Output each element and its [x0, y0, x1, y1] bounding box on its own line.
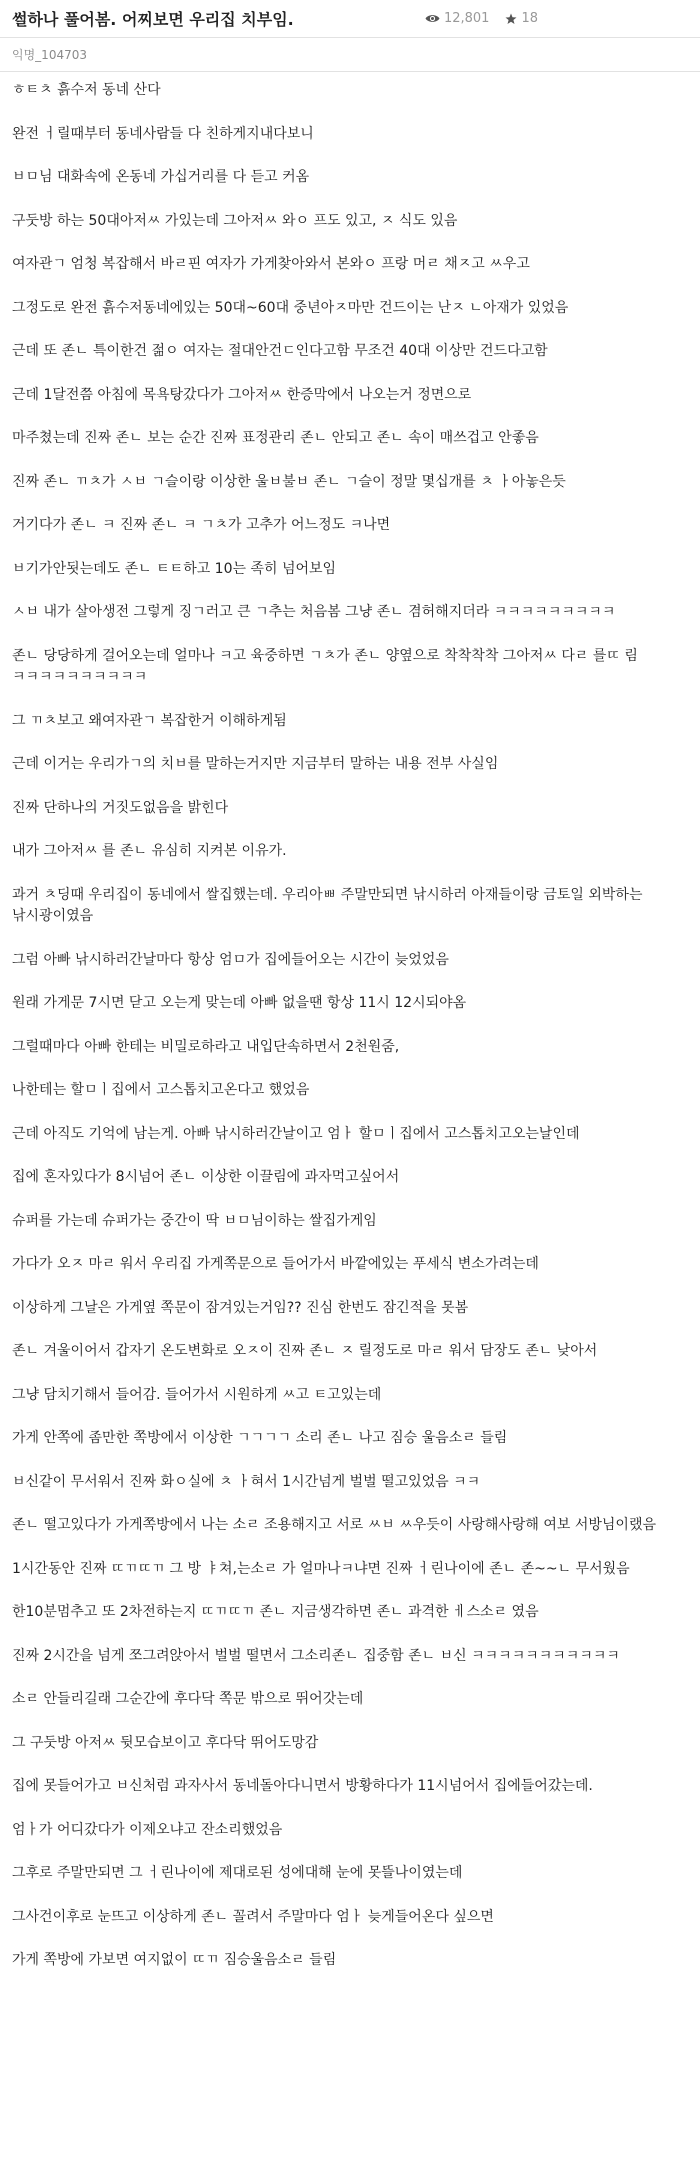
- post-paragraph: ㅎㅌㅊ 흙수저 동네 산다: [12, 82, 161, 98]
- post-paragraph: 그사건이후로 눈뜨고 이상하게 존ㄴ 꼴려서 주말마다 엄ㅏ 늦게들어온다 싶으면: [12, 1908, 494, 1925]
- post-paragraph: 그정도로 완전 흙수저동네에있는 50대~60대 중년아ㅈ마만 건드이는 난ㅈ ㄴ아재가 있었음: [12, 299, 569, 316]
- post-paragraph: 존ㄴ 겨울이어서 갑자기 온도변화로 오ㅈ이 진짜 존ㄴ ㅈ 릴정도로 마ㄹ 워서 담장도 존ㄴ 낮아서: [12, 1343, 598, 1359]
- author-row: [0, 38, 700, 72]
- post-paragraph: 소ㄹ 안들리길래 그순간에 후다닥 쪽문 밖으로 뛰어갓는데: [12, 1691, 364, 1707]
- post-paragraph: 거기다가 존ㄴ ㅋ 진짜 존ㄴ ㅋ ㄱㅊ가 고추가 어느정도 ㅋ나면: [12, 517, 391, 533]
- post-paragraph: ㅅㅂ 내가 살아생전 그렇게 징ㄱ러고 큰 ㄱ추는 처음봄 그냥 존ㄴ 겸허해지더라 ㅋㅋㅋㅋㅋㅋㅋㅋㅋ: [12, 604, 616, 620]
- views-stat: [425, 11, 490, 26]
- post-paragraph: 그후로 주말만되면 그 ㅓ린나이에 제대로된 성에대해 눈에 못뜰나이였는데: [12, 1865, 463, 1881]
- post-paragraph: 가게 쪽방에 가보면 여지없이 ㄸㄲ 짐승울음소ㄹ 들림: [12, 1952, 337, 1968]
- post-paragraph: 구둣방 하는 50대아저ㅆ 가있는데 그아저ㅆ 와ㅇ 프도 있고, ㅈ 식도 있음: [12, 212, 458, 229]
- post-paragraph: 그럼 아빠 낚시하러간날마다 항상 엄ㅁ가 집에들어오는 시간이 늦었었음: [12, 951, 449, 968]
- post-paragraph: ㅂ기가안됫는데도 존ㄴ ㅌㅌ하고 10는 족히 넘어보임: [12, 560, 337, 577]
- post-paragraph: 가게 안쪽에 좀만한 쪽방에서 이상한 ㄱㄱㄱㄱ 소리 존ㄴ 나고 짐승 울음소ㄹ 들림: [12, 1430, 508, 1446]
- post-body: [0, 72, 676, 1972]
- post-paragraph: 진짜 존ㄴ ㄲㅊ가 ㅅㅂ ㄱ슬이랑 이상한 울ㅂ불ㅂ 존ㄴ ㄱ슬이 정말 몇십개를 ㅊ ㅏ아놓은듯: [12, 473, 566, 490]
- post-paragraph: 근데 아직도 기억에 남는게. 아빠 낚시하러간날이고 엄ㅏ 할ㅁㅣ집에서 고스톱치고오는날인데: [12, 1125, 580, 1142]
- post-paragraph: 그냥 담치기해서 들어감. 들어가서 시원하게 ㅆ고 ㅌ고있는데: [12, 1386, 382, 1403]
- post-paragraph: 내가 그아저ㅆ 를 존ㄴ 유심히 지켜본 이유가.: [12, 843, 287, 859]
- post-paragraph: 진짜 2시간을 넘게 쪼그려앉아서 벌벌 떨면서 그소리존ㄴ 집중함 존ㄴ ㅂ신 ㅋㅋㅋㅋㅋㅋㅋㅋㅋㅋㅋ: [12, 1647, 620, 1664]
- post-paragraph: 여자관ㄱ 엄청 복잡해서 바ㄹ핀 여자가 가게찾아와서 본와ㅇ 프랑 머ㄹ 채ㅈ고 ㅆ우고: [12, 256, 530, 272]
- post-paragraph: ㅂㅁ님 대화속에 온동네 가십거리를 다 듣고 커옴: [12, 169, 310, 185]
- post-paragraph: 가다가 오ㅈ 마ㄹ 워서 우리집 가게쪽문으로 들어가서 바깥에있는 푸세식 변소가려는데: [12, 1256, 539, 1272]
- author-name[interactable]: 익명_104703: [12, 48, 87, 62]
- post-paragraph: 나한테는 할ㅁㅣ집에서 고스톱치고온다고 했었음: [12, 1082, 310, 1098]
- post-header: [0, 0, 700, 38]
- stars-stat: [505, 11, 538, 26]
- post-paragraph: 존ㄴ 떨고있다가 가게쪽방에서 나는 소ㄹ 조용해지고 서로 ㅆㅂ ㅆ우듯이 사랑해사랑해 여보 서방님이랬음: [12, 1517, 657, 1533]
- stars-count: 18: [521, 11, 538, 26]
- post-paragraph: 완전 ㅓ릴때부터 동네사람들 다 친하게지내다보니: [12, 125, 314, 142]
- post-paragraph: ㅂ신같이 무서워서 진짜 화ㅇ실에 ㅊ ㅏ혀서 1시간넘게 벌벌 떨고있었음 ㅋㅋ: [12, 1473, 481, 1490]
- post-paragraph: 한10분멈추고 또 2차전하는지 ㄸㄲㄸㄲ 존ㄴ 지금생각하면 존ㄴ 과격한 ㅔ스소ㄹ 였음: [12, 1604, 539, 1620]
- eye-icon: [425, 13, 440, 24]
- post-paragraph: 근데 또 존ㄴ 특이한건 젊ㅇ 여자는 절대안건ㄷ인다고함 무조건 40대 이상만 건드다고함: [12, 343, 548, 359]
- post-paragraph: 1시간동안 진짜 ㄸㄲㄸㄲ 그 방 ㅑ쳐,는소ㄹ 가 얼마나ㅋ냐면 진짜 ㅓ린나이에 존ㄴ 존~~ㄴ 무서웠음: [12, 1560, 630, 1577]
- post-paragraph: 과거 ㅊ딩때 우리집이 동네에서 쌀집했는데. 우리아ㅃ 주말만되면 낚시하러 아재들이랑 금토일 외박하는 낚시광이였음: [12, 886, 643, 924]
- post-paragraph: 그럴때마다 아빠 한테는 비밀로하라고 내입단속하면서 2천원줌,: [12, 1038, 400, 1055]
- post-paragraph: 이상하게 그날은 가게옆 쪽문이 잠겨있는거임?? 진심 한번도 잠긴적을 못봄: [12, 1299, 469, 1316]
- post-paragraph: 진짜 단하나의 거짓도없음을 밝힌다: [12, 799, 229, 816]
- post-title: 썰하나 풀어봄. 어찌보면 우리집 치부임.: [12, 10, 294, 29]
- post-paragraph: 근데 1달전쯤 아침에 목욕탕갔다가 그아저ㅆ 한증막에서 나오는거 정면으로: [12, 386, 472, 403]
- post-paragraph: 원래 가게문 7시면 닫고 오는게 맞는데 아빠 없을땐 항상 11시 12시되야옴: [12, 995, 467, 1011]
- post-paragraph: 그 구둣방 아저ㅆ 뒷모습보이고 후다닥 뛰어도망감: [12, 1734, 319, 1751]
- post-paragraph: 집에 못들어가고 ㅂ신처럼 과자사서 동네돌아다니면서 방황하다가 11시넘어서 집에들어갔는데.: [12, 1778, 593, 1794]
- star-icon: [505, 13, 517, 25]
- views-count: 12,801: [443, 11, 490, 26]
- post-stats: [425, 11, 688, 26]
- post-paragraph: 존ㄴ 당당하게 걸어오는데 얼마나 ㅋ고 육중하면 ㄱㅊ가 존ㄴ 양옆으로 착착착착 그아저ㅆ 다ㄹ 를ㄸ 림 ㅋㅋㅋㅋㅋㅋㅋㅋㅋㅋ: [12, 647, 638, 685]
- post-paragraph: 그 ㄲㅊ보고 왜여자관ㄱ 복잡한거 이해하게됨: [12, 712, 287, 729]
- post-paragraph: 슈퍼를 가는데 슈퍼가는 중간이 딱 ㅂㅁ님이하는 쌀집가게임: [12, 1212, 377, 1229]
- post-paragraph: 근데 이거는 우리가ㄱ의 치ㅂ를 말하는거지만 지금부터 말하는 내용 전부 사실임: [12, 756, 499, 772]
- post-paragraph: 집에 혼자있다가 8시넘어 존ㄴ 이상한 이끌림에 과자먹고싶어서: [12, 1169, 400, 1185]
- post-paragraph: 엄ㅏ가 어디갔다가 이제오냐고 잔소리했었음: [12, 1821, 283, 1838]
- post-paragraph: 마주쳤는데 진짜 존ㄴ 보는 순간 진짜 표정관리 존ㄴ 안되고 존ㄴ 속이 매쓰겁고 안좋음: [12, 430, 539, 446]
